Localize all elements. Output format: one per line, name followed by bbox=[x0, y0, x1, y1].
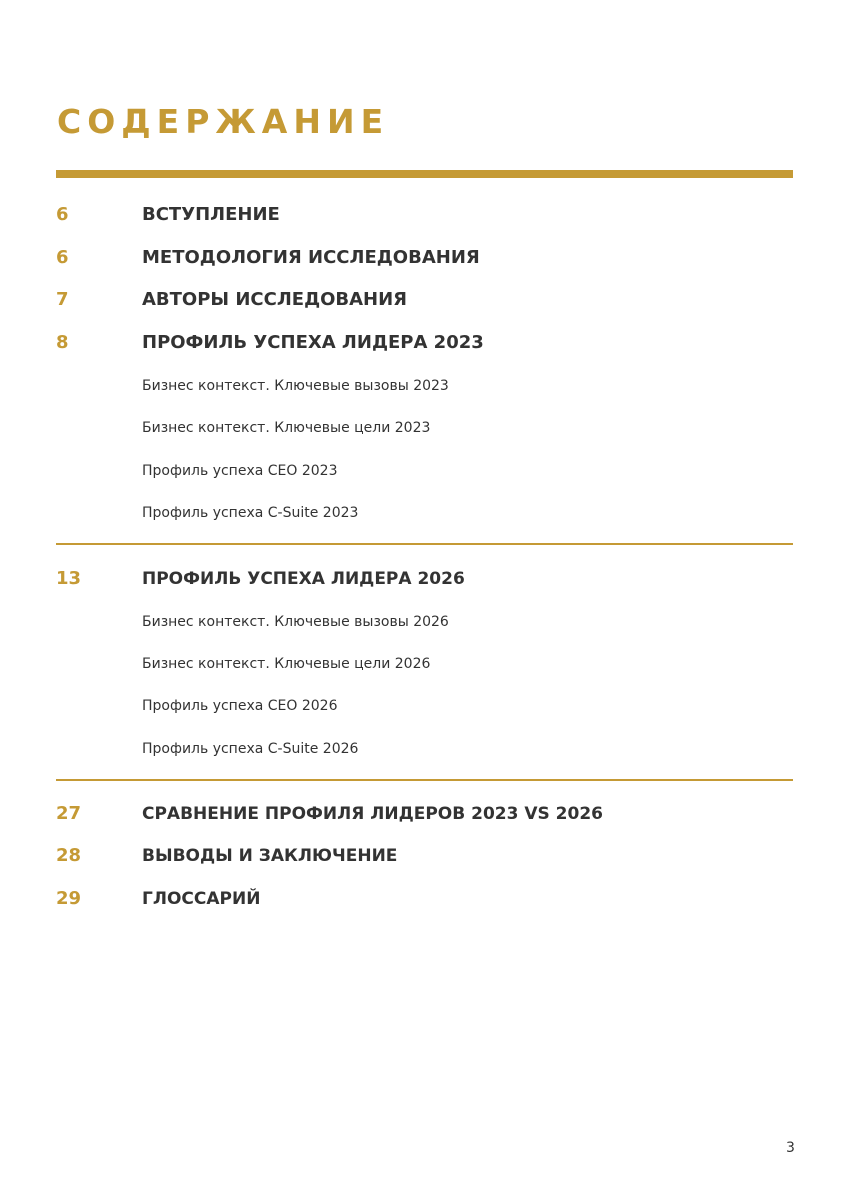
toc-entry-methodology[interactable] bbox=[0, 245, 849, 271]
toc-page-number: 6 bbox=[56, 204, 69, 225]
section-divider bbox=[56, 779, 793, 781]
toc-entry-comparison[interactable] bbox=[0, 801, 849, 827]
page-title: СОДЕРЖАНИЕ bbox=[57, 102, 390, 141]
toc-page-number: 6 bbox=[56, 247, 69, 268]
toc-section-title: ПРОФИЛЬ УСПЕХА ЛИДЕРА 2026 bbox=[142, 569, 465, 589]
toc-section-title: СРАВНЕНИЕ ПРОФИЛЯ ЛИДЕРОВ 2023 VS 2026 bbox=[142, 804, 603, 824]
page-number: 3 bbox=[786, 1140, 795, 1156]
toc-page-number: 27 bbox=[56, 803, 82, 824]
toc-subsection-csuite-2026[interactable]: Профиль успеха C-Suite 2026 bbox=[142, 741, 359, 757]
toc-section-title: МЕТОДОЛОГИЯ ИССЛЕДОВАНИЯ bbox=[142, 247, 480, 268]
toc-page-number: 29 bbox=[56, 888, 82, 909]
toc-section-title: ГЛОССАРИЙ bbox=[142, 889, 261, 909]
toc-section-title: ВСТУПЛЕНИЕ bbox=[142, 204, 280, 225]
toc-entry-authors[interactable] bbox=[0, 287, 849, 313]
title-divider bbox=[56, 170, 793, 178]
toc-section-title: ВЫВОДЫ И ЗАКЛЮЧЕНИЕ bbox=[142, 846, 398, 866]
toc-page-number: 8 bbox=[56, 332, 69, 353]
toc-entry-leader-profile-2023[interactable] bbox=[0, 330, 849, 356]
toc-subsection-goals-2026[interactable]: Бизнес контекст. Ключевые цели 2026 bbox=[142, 656, 431, 672]
toc-subsection-ceo-2026[interactable]: Профиль успеха CEO 2026 bbox=[142, 698, 338, 714]
toc-entry-leader-profile-2026[interactable] bbox=[0, 566, 849, 592]
toc-page-number: 13 bbox=[56, 568, 82, 589]
toc-subsection-goals-2023[interactable]: Бизнес контекст. Ключевые цели 2023 bbox=[142, 420, 431, 436]
toc-page-number: 28 bbox=[56, 845, 82, 866]
toc-section-title: АВТОРЫ ИССЛЕДОВАНИЯ bbox=[142, 289, 408, 310]
toc-entry-introduction[interactable] bbox=[0, 202, 849, 228]
toc-section-title: ПРОФИЛЬ УСПЕХА ЛИДЕРА 2023 bbox=[142, 332, 484, 353]
toc-subsection-csuite-2023[interactable]: Профиль успеха C-Suite 2023 bbox=[142, 505, 359, 521]
toc-subsection-challenges-2026[interactable]: Бизнес контекст. Ключевые вызовы 2026 bbox=[142, 614, 449, 630]
section-divider bbox=[56, 543, 793, 545]
toc-entry-conclusions[interactable] bbox=[0, 843, 849, 869]
toc-subsection-challenges-2023[interactable]: Бизнес контекст. Ключевые вызовы 2023 bbox=[142, 378, 449, 394]
toc-entry-glossary[interactable] bbox=[0, 886, 849, 912]
toc-subsection-ceo-2023[interactable]: Профиль успеха CEO 2023 bbox=[142, 463, 338, 479]
toc-page-number: 7 bbox=[56, 289, 69, 310]
